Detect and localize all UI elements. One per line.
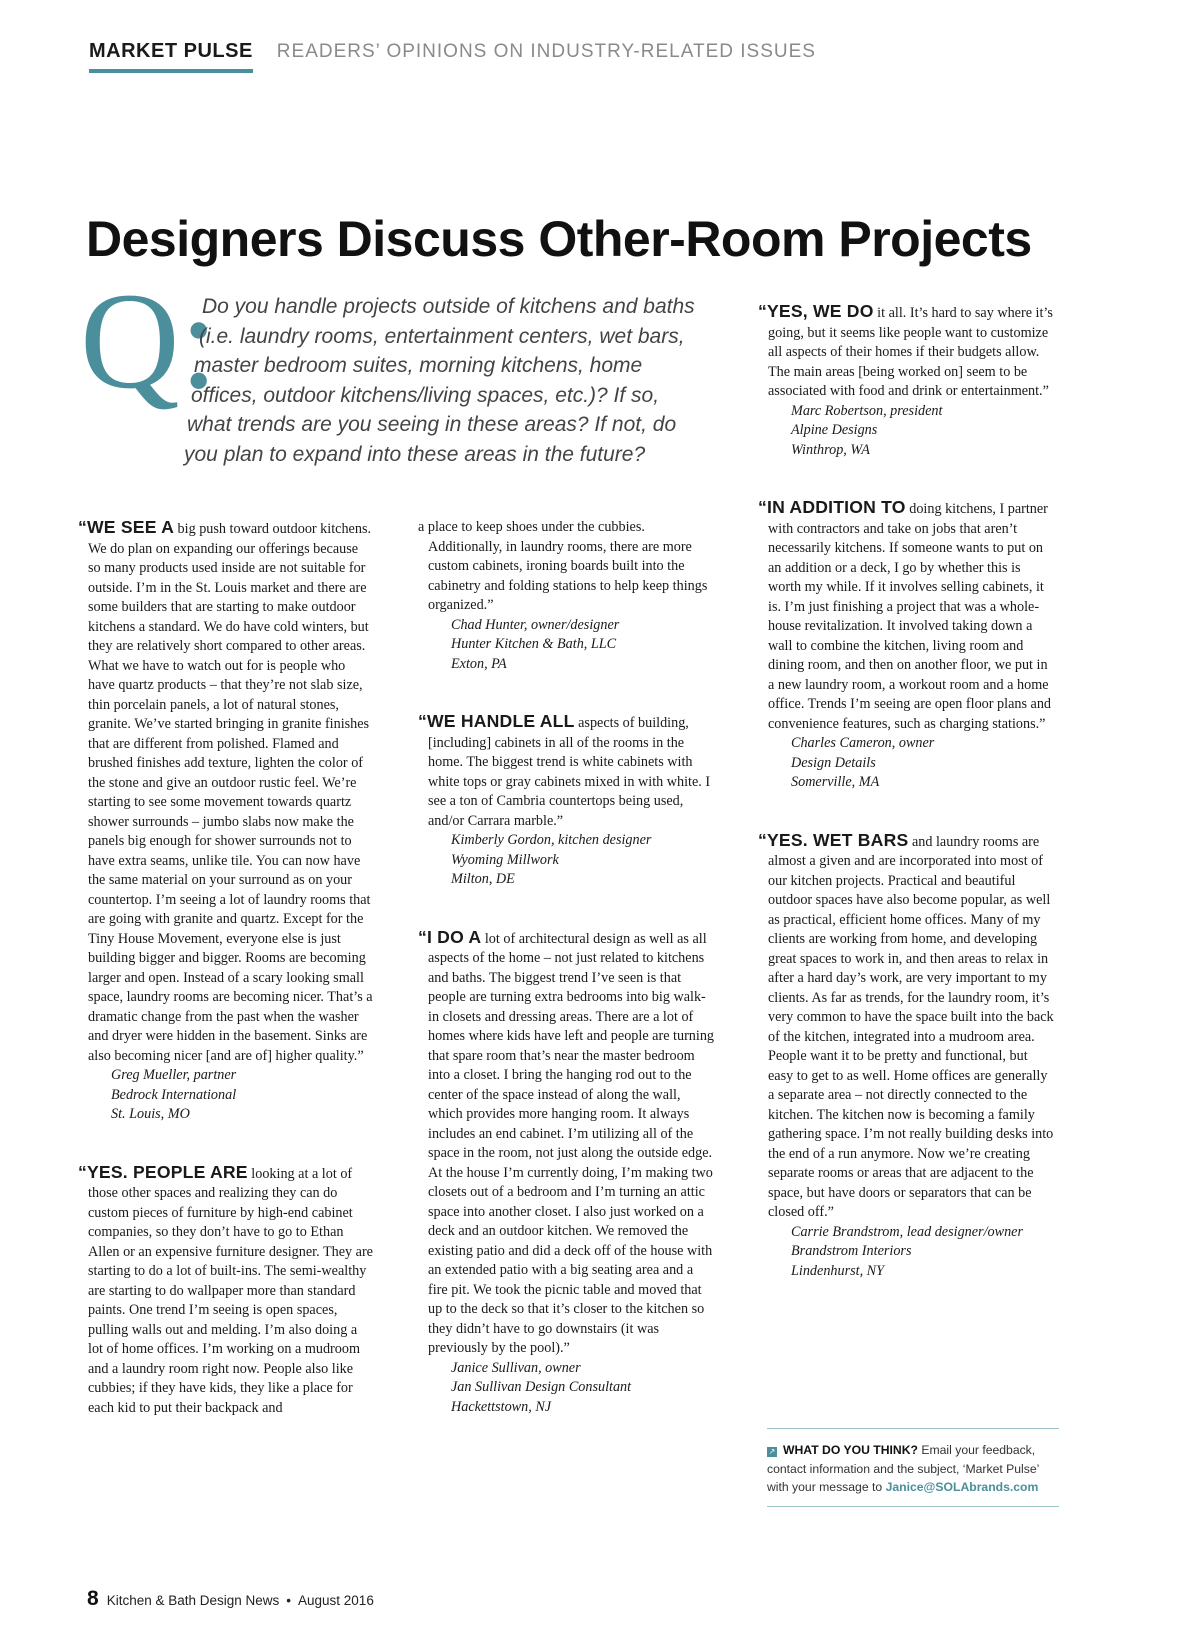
question-text [184,292,732,470]
attribution-company: Hunter Kitchen & Bath, LLC [451,636,617,652]
section-label: MARKET PULSE [89,40,253,73]
publication-name: Kitchen & Bath Design News [106,1593,280,1608]
response-cameron [758,498,1054,793]
column-3 [758,302,1054,1281]
response-lead: “WE SEE A [78,517,174,537]
response-brandstrom [758,831,1054,1282]
response-body-continued: a place to keep shoes under the cubbies. Additionally, in laundry rooms, there are more custom cabinets, ironing boards built into the cabinetry and folding stations to help keep things organized.” [418,519,708,613]
column-1 [78,518,374,1418]
response-lead: “YES. WET BARS [758,829,909,850]
attribution-name: Kimberly Gordon, kitchen designer [451,832,652,848]
feedback-text: Email your feedback, contact information and the subject, ‘Market Pulse’ with your message to [767,1443,1039,1494]
attribution-company: Jan Sullivan Design Consultant [451,1379,632,1395]
response-body: and laundry rooms are almost a given and are incorporated into most of our kitchen projects. Practical and beautiful outdoor spaces have also become popular, as well as practical, efficient home offices. Many of my clients are working from home, and developing great spaces to work in, and then areas to relax in after a hard day’s work, are very important to my clients. As far as trends, for the laundry room, it’s very common to have the space built into the back of the kitchen, integrated into a mudroom area. People want it to be pretty and functional, but easy to get to as well. Home offices are generally a separate area – not directly connected to the kitchen. The kitchen now is becoming a family gathering space. I’m not really building desks into the end of a run anymore. Now we’re creating separate rooms or areas that are adjacent to the space, but have doors or separators that can be closed off.” [768,833,1054,1220]
attribution-company: Wyoming Millwork [451,851,559,868]
attribution-company: Bedrock International [111,1086,237,1103]
response-lead: “IN ADDITION TO [758,497,906,517]
response-lead: “I DO A [418,926,482,947]
issue-date: August 2016 [298,1593,374,1608]
question-line: what trends are you seeing in these areas? If not, do [187,413,677,437]
question-line: you plan to expand into these areas in the future? [184,442,646,466]
attribution-name: Marc Robertson, president [791,402,943,419]
attribution-company: Alpine Designs [791,422,878,438]
attribution [451,831,714,890]
response-lead: “YES. PEOPLE ARE [78,1161,248,1182]
attribution-location: Somerville, MA [791,774,880,790]
response-lead: “YES, WE DO [758,301,874,321]
page-footer [87,1587,374,1611]
attribution [111,1066,374,1125]
attribution-name: Charles Cameron, owner [791,735,935,751]
attribution-company: Brandstrom Interiors [791,1243,912,1259]
feedback-email-link[interactable]: Janice@SOLAbrands.com [885,1480,1039,1494]
q-letter: Q: [80,264,218,417]
footer-separator: • [286,1593,292,1608]
attribution [791,402,1054,461]
attribution-location: St. Louis, MO [111,1106,190,1122]
article-title: Designers Discuss Other-Room Projects [86,211,1032,267]
question-line: (i.e. laundry rooms, entertainment centers, wet bars, [199,324,685,348]
feedback-box [767,1428,1059,1507]
response-robertson [758,302,1054,460]
attribution-name: Greg Mueller, partner [111,1067,237,1083]
attribution-name: Janice Sullivan, owner [451,1359,581,1376]
response-body: big push toward outdoor kitchens. We do plan on expanding our offerings because so many products used inside are not suitable for outside. I’m in the St. Louis market and there are some builders that are starting to make outdoor kitchens a standard. We do have cold winters, but they are relatively short compared to other areas. What we have to watch out for is people who have quartz products – that they’re not slab size, thin porcelain panels, a lot of natural stones, granite. We’ve started bringing in granite finishes that are different from polished. Flamed and brushed finishes add texture, lighten the color of the stone and give an outdoor rustic feel. We’re starting to see some movement towards quartz shower surrounds – jumbo slabs now make the panels big enough for shower surrounds not to have extra seams, unlike tile. You can now have the same material on your surround as on your countertop. I’m seeing a lot of laundry rooms that are going with granite and quartz. Except for the Tiny House Movement, everyone else is just building bigger and bigger. Rooms are becoming larger and open. Instead of a scary looking small space, laundry rooms are becoming nicer. That’s a dramatic change from the past when the washer and dryer were hidden in the basement. Sinks are also becoming nicer [and are of] higher quality.” [88,521,373,1064]
response-hunter-continued [418,518,714,674]
response-hunter [78,1163,374,1419]
attribution-name: Chad Hunter, owner/designer [451,616,620,633]
attribution-name: Carrie Brandstrom, lead designer/owner [791,1223,1023,1240]
response-gordon [418,712,714,890]
attribution [451,1359,714,1418]
arrow-icon: ↗ [768,1447,776,1456]
attribution-location: Lindenhurst, NY [791,1262,885,1279]
column-2 [418,518,714,1417]
response-body: aspects of building, [including] cabinets in all of the rooms in the home. The biggest trend is white cabinets with white tops or gray cabinets mixed in with white. I see a ton of Cambria countertops being used, and/or Carrara marble.” [428,715,711,829]
question-line: master bedroom suites, morning kitchens, home [194,354,643,378]
response-sullivan [418,928,714,1418]
attribution [451,616,714,675]
question-line: offices, outdoor kitchens/living spaces, etc.)? If so, [191,383,660,407]
section-subtitle: READERS’ OPINIONS ON INDUSTRY-RELATED ISSUES [276,41,816,62]
response-mueller [78,518,374,1125]
page-number: 8 [87,1587,99,1610]
question-line: Do you handle projects outside of kitchens and baths [202,295,695,318]
response-body: doing kitchens, I partner with contractors and take on jobs that aren’t necessarily kitchens. If someone wants to put on an addition or a deck, I go by whether this is worth my while. If it involves selling cabinets, it is. I’m just finishing a project that was a whole-house revitalization. It involved taking down a wall to combine the kitchen, living room and dining room, and then on another floor, we put in a new laundry room, a workout room and a home office. Trends I’m seeing are open floor plans and convenience features, such as charging stations.” [768,501,1052,732]
response-body: lot of architectural design as well as all aspects of the home – not just related to kitchens and baths. The biggest trend I’ve seen is that people are turning extra bedrooms into big walk-in closets and dressing areas. There are a lot of homes where kids have left and people are turning that spare room that’s near the master bedroom into a closet. I bring the hanging rod out to the center of the space instead of along the wall, which provides more hanging room. It always includes an end cabinet. I’m utilizing all of the space in the room, not just along the outside edge. At the house I’m currently doing, I’m making two closets out of a bedroom and I’m turning an attic space into another closet. I also just worked on a deck and an outdoor kitchen. We removed the existing patio and did a deck off of the house with an extended patio with a big seating area and a fire pit. We took the picnic table and moved that up to the deck so that it’s closer to the kitchen so they didn’t have to go downstairs (it was previously by the pool).” [428,930,715,1356]
response-body: it all. It’s hard to say where it’s going, but it seems like people want to customize all aspects of their homes if their budgets allow. The main areas [being worked on] seem to be associated with food and drink or entertainment.” [768,305,1053,399]
attribution-location: Hackettstown, NJ [451,1398,552,1415]
response-body: looking at a lot of those other spaces and realizing they can do custom pieces of furniture by high-end cabinet companies, so they don’t have to go to Ethan Allen or an expensive furniture designer. They are starting to do a lot of built-ins. The semi-wealthy are starting to do wallpaper more than standard paints. One trend I’m seeing is open spaces, pulling walls out and melding. I’m also doing a lot of home offices. I’m working on a mudroom and a laundry room right now. People also like cubbies; if they have kids, they like a place for each kid to put their backpack and [88,1165,373,1416]
attribution-location: Exton, PA [451,655,507,672]
attribution [791,734,1054,793]
feedback-lead: WHAT DO YOU THINK? [783,1443,918,1457]
section-header [89,40,816,73]
attribution [791,1223,1054,1282]
attribution-company: Design Details [791,754,876,771]
response-lead: “WE HANDLE ALL [418,711,575,731]
attribution-location: Winthrop, WA [791,441,870,458]
attribution-location: Milton, DE [451,871,515,887]
